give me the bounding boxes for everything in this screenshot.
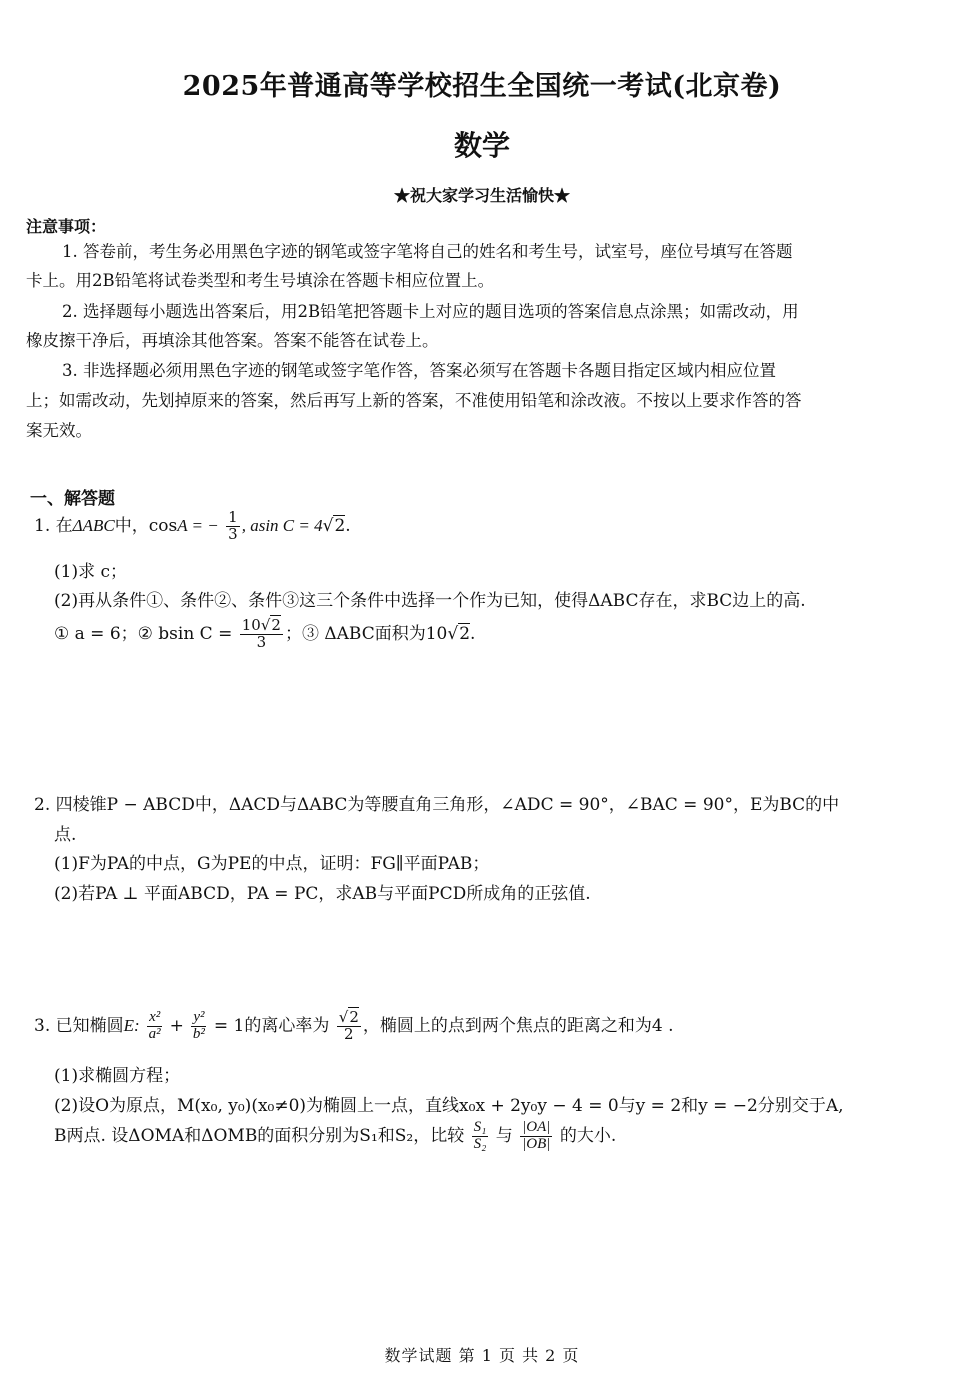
notice-line: 3. 非选择题必须用黑色字迹的钢笔或签字笔作答，答案必须写在答题卡各题目指定区域内相应位置 (62, 361, 776, 380)
sqrt-value: 2 (334, 515, 346, 536)
text: 的大小. (559, 1125, 617, 1146)
sqrt-sign: √ (322, 515, 334, 536)
notice-line: 案无效。 (26, 421, 92, 440)
text: + (169, 1015, 184, 1036)
text: 中，cos (114, 515, 178, 536)
motto: ★祝大家学习生活愉快★ (393, 186, 570, 205)
question-number: 2. (34, 795, 51, 815)
fraction: $\frac{1}{3}$ (228, 508, 238, 543)
text: B两点. 设ΔOMA和ΔOMB的面积分别为S₁和S₂，比较 (54, 1125, 465, 1146)
triangle: ΔABC (72, 515, 115, 535)
question-1-stem (34, 510, 351, 543)
text: 与 (495, 1125, 513, 1146)
text: ，椭圆上的点到两个焦点的距离之和为4 . (362, 1015, 674, 1036)
sqrt-value: 2 (459, 623, 471, 644)
notice-line: 卡上。用2B铅笔将试卷类型和考生号填涂在答题卡相应位置上。 (26, 271, 495, 290)
text: . (345, 515, 351, 536)
fraction: $\frac{\text{y²}}{\text{b²}}$ (192, 1009, 205, 1042)
question-1-part-1: (1)求 c； (54, 562, 128, 582)
page-footer: 数学试题 第 1 页 共 2 页 (384, 1346, 580, 1365)
text: E: (123, 1015, 140, 1035)
question-2-stem (34, 790, 839, 815)
text: A = − (177, 515, 219, 535)
text: 在 (55, 515, 73, 536)
text: . (470, 623, 476, 644)
notice-line: 1. 答卷前，考生务必用黑色字迹的钢笔或签字笔将自己的姓名和考生号，试室号，座位号填写在答题 (62, 242, 793, 261)
question-1-part-2: (2)再从条件①、条件②、条件③这三个条件中选择一个作为已知，使得ΔABC存在，求BC边上的高. (54, 591, 806, 611)
subject-title: 数学 (453, 129, 510, 162)
question-number: 3. (34, 1015, 51, 1036)
text: ；③ ΔABC面积为10 (284, 623, 448, 644)
question-2-part-1: (1)F为PA的中点，G为PE的中点，证明：FG∥平面PAB； (54, 854, 490, 874)
question-3-part-2: (2)设O为原点，M(x₀, y₀)(x₀≠0)为椭圆上一点，直线x₀x + 2y₀y − 4 = 0与y = 2和y = −2分别交于A, (54, 1096, 844, 1116)
question-3-part-2-cont (54, 1120, 616, 1153)
text: 已知椭圆 (55, 1015, 124, 1036)
fraction: $\frac{|OA|}{|OB|}$ (522, 1119, 551, 1152)
fraction: $\frac{10√2}{3}$ (241, 616, 281, 651)
section-title: 一、解答题 (30, 489, 115, 509)
question-3-part-1: (1)求椭圆方程； (54, 1066, 181, 1086)
text: 四棱锥P − ABCD中，ΔACD与ΔABC为等腰直角三角形，∠ADC = 90°，∠BAC = 90°，E为BC的中 (55, 795, 840, 815)
text: ① a = 6；② bsin C = (54, 623, 233, 644)
fraction: $\frac{\text{S₁}}{\text{S₂}}$ (473, 1119, 487, 1152)
notice-heading: 注意事项： (26, 217, 107, 236)
exam-title: 2025年普通高等学校招生全国统一考试(北京卷) (182, 71, 782, 102)
question-2-stem-cont: 点. (54, 825, 77, 845)
question-3-stem (34, 1010, 673, 1043)
sqrt-sign: √ (447, 623, 459, 644)
notice-line: 橡皮擦干净后，再填涂其他答案。答案不能答在试卷上。 (26, 331, 439, 350)
question-number: 1. (34, 515, 51, 536)
fraction: $\frac{√2}{2}$ (338, 1008, 359, 1043)
question-1-conditions (54, 618, 475, 651)
text: , asin C = 4 (241, 515, 323, 535)
fraction: $\frac{\text{x²}}{\text{a²}}$ (148, 1009, 161, 1042)
question-2-part-2: (2)若PA ⊥ 平面ABCD，PA = PC，求AB与平面PCD所成角的正弦值. (54, 884, 591, 904)
text: = 1的离心率为 (213, 1015, 330, 1036)
notice-line: 2. 选择题每小题选出答案后，用2B铅笔把答题卡上对应的题目选项的答案信息点涂黑；如需改动，用 (62, 302, 799, 321)
notice-line: 上；如需改动，先划掉原来的答案，然后再写上新的答案，不准使用铅笔和涂改液。不按以上要求作答的答 (26, 391, 802, 410)
